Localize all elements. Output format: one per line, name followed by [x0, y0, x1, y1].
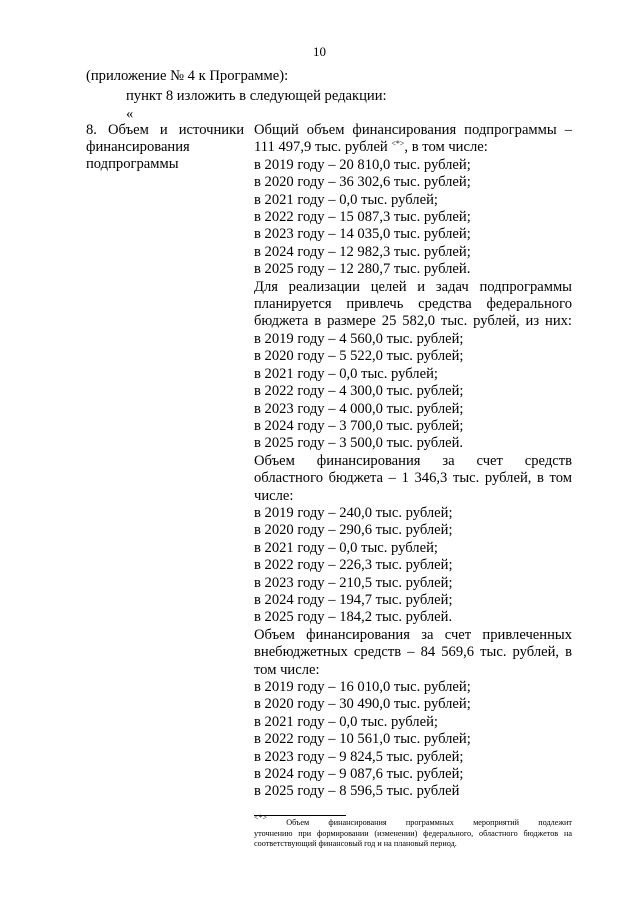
- regional-line-2: областного бюджета – 1 346,3 тыс. рублей, в том: [254, 470, 572, 487]
- footnote-line-3: соответствующий финансовый год и на плановый период.: [254, 839, 457, 849]
- regional-line-1: Объем финансирования за счет средств: [254, 452, 572, 469]
- total-line-2: [254, 139, 572, 156]
- extrabudget-line-1: Объем финансирования за счет привлеченных: [254, 626, 572, 643]
- section-label-line-2: финансирования: [86, 139, 190, 156]
- footnote-line-2: уточнению при формировании (изменении) федерального, областного бюджетов на: [254, 828, 572, 838]
- federal-year-line: в 2022 году – 4 300,0 тыс. рублей;: [254, 383, 464, 400]
- total-year-line: в 2024 году – 12 982,3 тыс. рублей;: [254, 243, 471, 260]
- regional-years-list: [254, 505, 572, 627]
- regional-year-line: в 2022 году – 226,3 тыс. рублей;: [254, 557, 453, 574]
- extrabudget-year-line: в 2024 году – 9 087,6 тыс. рублей;: [254, 766, 464, 783]
- federal-year-line: в 2021 году – 0,0 тыс. рублей;: [254, 365, 438, 382]
- federal-line-2: планируется привлечь средства федерального: [254, 296, 572, 313]
- extrabudget-line-2: внебюджетных средств – 84 569,6 тыс. рублей, в: [254, 644, 572, 661]
- total-year-line: в 2023 году – 14 035,0 тыс. рублей;: [254, 226, 471, 243]
- federal-year-line: в 2023 году – 4 000,0 тыс. рублей;: [254, 400, 464, 417]
- intro-line-1: (приложение № 4 к Программе):: [86, 68, 289, 84]
- regional-year-line: в 2025 году – 184,2 тыс. рублей.: [254, 609, 453, 626]
- regional-year-line: в 2021 году – 0,0 тыс. рублей;: [254, 539, 438, 556]
- section-label-line-1: 8. Объем и источники: [86, 122, 244, 138]
- section-label: [86, 122, 244, 174]
- extrabudget-year-line: в 2019 году – 16 010,0 тыс. рублей;: [254, 679, 471, 695]
- regional-year-line: в 2023 году – 210,5 тыс. рублей;: [254, 574, 453, 591]
- extrabudget-year-line: в 2021 году – 0,0 тыс. рублей;: [254, 713, 438, 730]
- total-years-list: [254, 157, 572, 279]
- intro-line-2: пункт 8 изложить в следующей редакции:: [126, 88, 387, 104]
- total-year-line: в 2019 году – 20 810,0 тыс. рублей;: [254, 156, 471, 173]
- regional-year-line: в 2020 году – 290,6 тыс. рублей;: [254, 522, 453, 539]
- federal-year-line: в 2020 году – 5 522,0 тыс. рублей;: [254, 348, 464, 365]
- regional-year-line: в 2024 году – 194,7 тыс. рублей;: [254, 591, 453, 608]
- extrabudget-year-line: в 2020 году – 30 490,0 тыс. рублей;: [254, 696, 471, 713]
- extrabudget-line-3: том числе:: [254, 661, 320, 678]
- footnote: [254, 813, 572, 850]
- page-number: 10: [313, 44, 326, 59]
- total-amount: 111 497,9 тыс. рублей: [254, 139, 392, 156]
- federal-year-line: в 2019 году – 4 560,0 тыс. рублей;: [254, 330, 464, 347]
- federal-line-1: Для реализации целей и задач подпрограммы: [254, 278, 572, 295]
- total-line-2-end: , в том числе:: [404, 139, 488, 156]
- regional-line-3: числе:: [254, 487, 294, 504]
- federal-year-line: в 2025 году – 3 500,0 тыс. рублей.: [254, 435, 464, 452]
- federal-line-3: бюджета в размере 25 582,0 тыс. рублей, из них:: [254, 313, 572, 330]
- footnote-marker-bottom: <*>: [254, 813, 268, 822]
- total-year-line: в 2021 году – 0,0 тыс. рублей;: [254, 191, 438, 208]
- section-label-line-3: подпрограммы: [86, 156, 179, 173]
- extrabudget-years-list: [254, 679, 572, 801]
- total-year-line: в 2025 году – 12 280,7 тыс. рублей.: [254, 261, 471, 278]
- financing-details: [254, 122, 572, 801]
- footnote-marker: <*>: [391, 139, 405, 149]
- extrabudget-year-line: в 2023 году – 9 824,5 тыс. рублей;: [254, 748, 464, 765]
- footnote-line-1: [254, 813, 572, 829]
- extrabudget-year-line: в 2022 году – 10 561,0 тыс. рублей;: [254, 731, 471, 748]
- footnote-text-1: Объем финансирования программных мероприятий подлежит: [286, 818, 572, 827]
- total-line-1: Общий объем финансирования подпрограммы –: [254, 122, 572, 138]
- opening-quote: «: [126, 106, 134, 122]
- total-year-line: в 2020 году – 36 302,6 тыс. рублей;: [254, 174, 471, 191]
- extrabudget-year-line: в 2025 году – 8 596,5 тыс. рублей: [254, 783, 460, 800]
- federal-years-list: [254, 331, 572, 453]
- federal-year-line: в 2024 году – 3 700,0 тыс. рублей;: [254, 417, 464, 434]
- total-year-line: в 2022 году – 15 087,3 тыс. рублей;: [254, 209, 471, 226]
- regional-year-line: в 2019 году – 240,0 тыс. рублей;: [254, 504, 453, 521]
- footnote-separator: [254, 815, 346, 816]
